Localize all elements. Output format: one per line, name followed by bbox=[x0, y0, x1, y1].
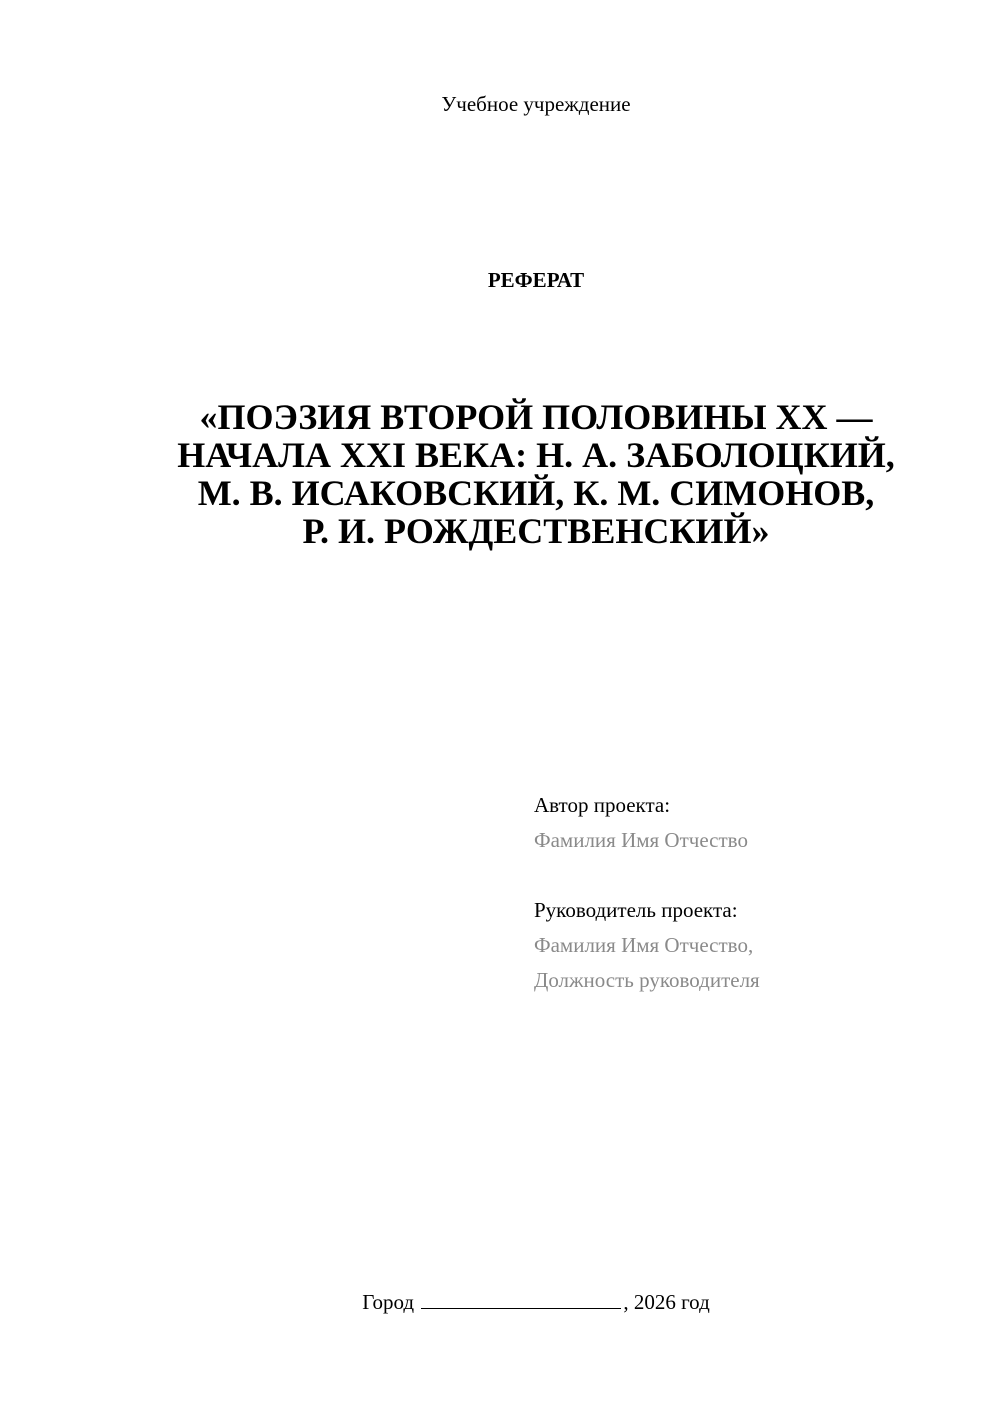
city-blank-line bbox=[421, 1290, 621, 1309]
title-line: Р. И. РОЖДЕСТВЕНСКИЙ» bbox=[302, 511, 770, 551]
signature-block bbox=[534, 788, 974, 998]
supervisor-position: Должность руководителя bbox=[534, 968, 760, 992]
supervisor-label: Руководитель проекта: bbox=[534, 898, 738, 922]
document-type: РЕФЕРАТ bbox=[487, 268, 585, 292]
supervisor-name: Фамилия Имя Отчество, bbox=[534, 933, 754, 957]
title-line: НАЧАЛА XXI ВЕКА: Н. А. ЗАБОЛОЦКИЙ, bbox=[177, 435, 895, 475]
year-text: , 2026 год bbox=[623, 1290, 710, 1314]
city-label: Город bbox=[362, 1290, 415, 1314]
institution-name: Учебное учреждение bbox=[441, 92, 631, 116]
title-line: М. В. ИСАКОВСКИЙ, К. М. СИМОНОВ, bbox=[197, 473, 875, 513]
footer-city-year bbox=[0, 1290, 1000, 1315]
report-title bbox=[60, 398, 1000, 550]
spacer bbox=[534, 858, 974, 893]
title-line: «ПОЭЗИЯ ВТОРОЙ ПОЛОВИНЫ XX — bbox=[199, 397, 873, 437]
author-label: Автор проекта: bbox=[534, 793, 671, 817]
author-name: Фамилия Имя Отчество bbox=[534, 828, 748, 852]
